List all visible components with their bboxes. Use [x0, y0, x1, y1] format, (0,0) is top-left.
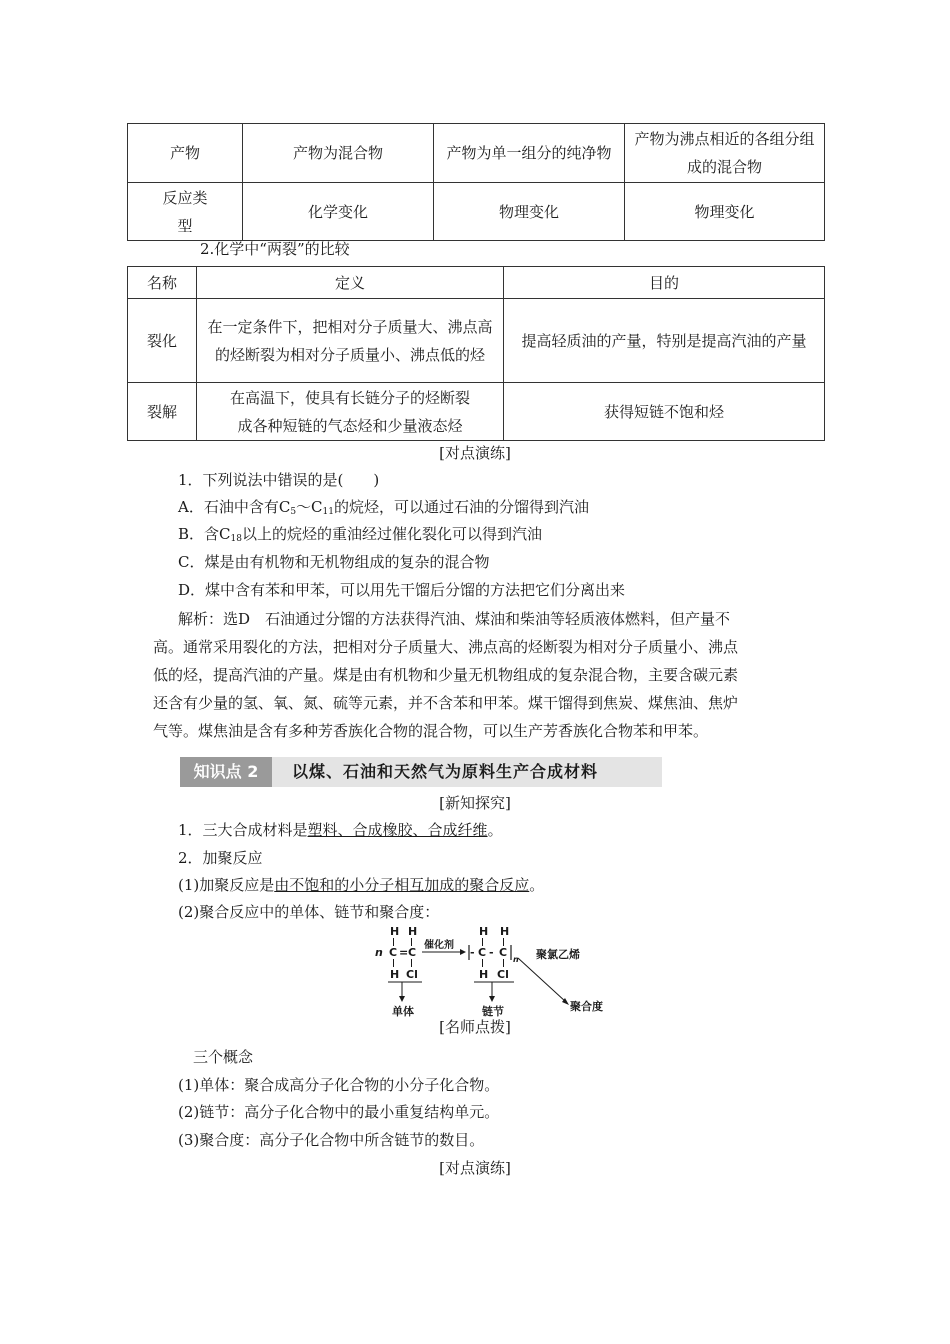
c-atom: C — [408, 946, 417, 959]
c-atom: C — [499, 946, 508, 959]
list-item: 1．三大合成材料是塑料、合成橡胶、合成纤维。 — [178, 821, 503, 839]
list-item: (1)加聚反应是由不饱和的小分子相互加成的聚合反应。 — [178, 876, 545, 894]
practice-label: [对点演练] — [439, 444, 511, 462]
list-item: 2．加聚反应 — [178, 849, 263, 867]
option-a: A．石油中含有$C_5\sim C_{11}$的烷烃，可以通过石油的分馏得到汽油 — [178, 498, 589, 517]
table-cell: 物理变化 — [625, 183, 825, 241]
table-row — [128, 299, 825, 383]
option-b: B．含$C_{18}$以上的烷烃的重油经过催化裂化可以得到汽油 — [178, 525, 542, 544]
table-row — [128, 183, 825, 241]
column-header: 定义 — [197, 267, 504, 299]
table-cell: 裂解 — [128, 383, 197, 441]
process-comparison-table — [127, 123, 825, 241]
option-c: C．煤是由有机物和无机物组成的复杂的混合物 — [178, 553, 490, 571]
question-text: 1．下列说法中错误的是( ) — [178, 471, 380, 489]
practice-label: [对点演练] — [439, 1159, 511, 1177]
column-header: 名称 — [128, 267, 197, 299]
cracking-comparison-table — [127, 266, 825, 441]
degree-arrow — [518, 958, 566, 1002]
row-label: 反应类型 — [128, 183, 243, 241]
knowledge-point-title: 以煤、石油和天然气为原料生产合成材料 — [292, 762, 599, 781]
arrow-head — [460, 949, 466, 955]
concept-item: (1)单体：聚合成高分子化合物的小分子化合物。 — [178, 1076, 500, 1094]
polymerization-diagram — [370, 926, 620, 1020]
concept-item: (3)聚合度：高分子化合物中所含链节的数目。 — [178, 1131, 485, 1149]
c-atom: C — [478, 946, 487, 959]
cl-atom: Cl — [406, 968, 418, 981]
list-item: (2)聚合反应中的单体、链节和聚合度： — [178, 903, 440, 921]
table-header-row — [128, 267, 825, 299]
table-row — [128, 383, 825, 441]
analysis-line: 气等。煤焦油是含有多种芳香族化合物的混合物，可以生产芳香族化合物苯和甲苯。 — [153, 722, 709, 740]
arrow-head — [489, 996, 495, 1002]
link-label: 链节 — [482, 1005, 504, 1018]
double-bond: = — [399, 946, 409, 959]
h-atom: H — [390, 968, 400, 981]
table-cell: 获得短链不饱和烃 — [504, 383, 825, 441]
table-cell: 在高温下，使具有长链分子的烃断裂成各种短链的气态烃和少量液态烃 — [197, 383, 504, 441]
subscript-n: n — [513, 955, 519, 964]
table-cell: 裂化 — [128, 299, 197, 383]
column-header: 目的 — [504, 267, 825, 299]
h-atom: H — [390, 926, 400, 938]
catalyst-label: 催化剂 — [424, 940, 454, 951]
arrow-head — [399, 996, 405, 1002]
table-row — [128, 124, 825, 183]
analysis-line: 还含有少量的氢、氧、氮、硫等元素，并不含苯和甲苯。煤干馏得到焦炭、煤焦油、焦炉 — [153, 694, 739, 712]
row-label: 产物 — [128, 124, 243, 183]
table-cell: 产物为沸点相近的各组分组成的混合物 — [625, 124, 825, 183]
h-atom: H — [500, 926, 510, 938]
knowledge-point-banner — [180, 757, 662, 787]
tips-label: [名师点拨] — [439, 1018, 511, 1036]
h-atom: H — [479, 926, 489, 938]
h-atom: H — [479, 968, 489, 981]
analysis-line: 高。通常采用裂化的方法，把相对分子质量大、沸点高的烃断裂为相对分子质量小、沸点 — [153, 638, 739, 656]
table-cell: 产物为混合物 — [243, 124, 434, 183]
table-cell: 产物为单一组分的纯净物 — [434, 124, 625, 183]
n-coefficient: n — [375, 946, 383, 959]
table-cell: 物理变化 — [434, 183, 625, 241]
analysis-line: 解析：选D 石油通过分馏的方法获得汽油、煤油和柴油等轻质液体燃料，但产量不 — [178, 610, 731, 628]
table-cell: 在一定条件下，把相对分子质量大、沸点高的烃断裂为相对分子质量小、沸点低的烃 — [197, 299, 504, 383]
knowledge-point-tag: 知识点 2 — [180, 757, 272, 787]
polymer-label: 聚氯乙烯 — [536, 948, 580, 961]
option-d: D．煤中含有苯和甲苯，可以用先干馏后分馏的方法把它们分离出来 — [178, 581, 626, 599]
single-bond: - — [489, 946, 494, 959]
degree-label: 聚合度 — [570, 1000, 603, 1013]
monomer-label: 单体 — [392, 1005, 414, 1018]
c-atom: C — [389, 946, 398, 959]
table-cell: 化学变化 — [243, 183, 434, 241]
analysis-line: 低的烃，提高汽油的产量。煤是由有机物和少量无机物组成的复杂混合物，主要含碳元素 — [153, 666, 739, 684]
h-atom: H — [408, 926, 418, 938]
table-cell: 提高轻质油的产量，特别是提高汽油的产量 — [504, 299, 825, 383]
section-heading: 2.化学中“两裂”的比较 — [200, 240, 350, 258]
explore-label: [新知探究] — [439, 794, 511, 812]
concept-item: (2)链节：高分子化合物中的最小重复结构单元。 — [178, 1103, 500, 1121]
cl-atom: Cl — [497, 968, 509, 981]
tips-title: 三个概念 — [193, 1048, 254, 1066]
single-bond: - — [470, 946, 475, 959]
